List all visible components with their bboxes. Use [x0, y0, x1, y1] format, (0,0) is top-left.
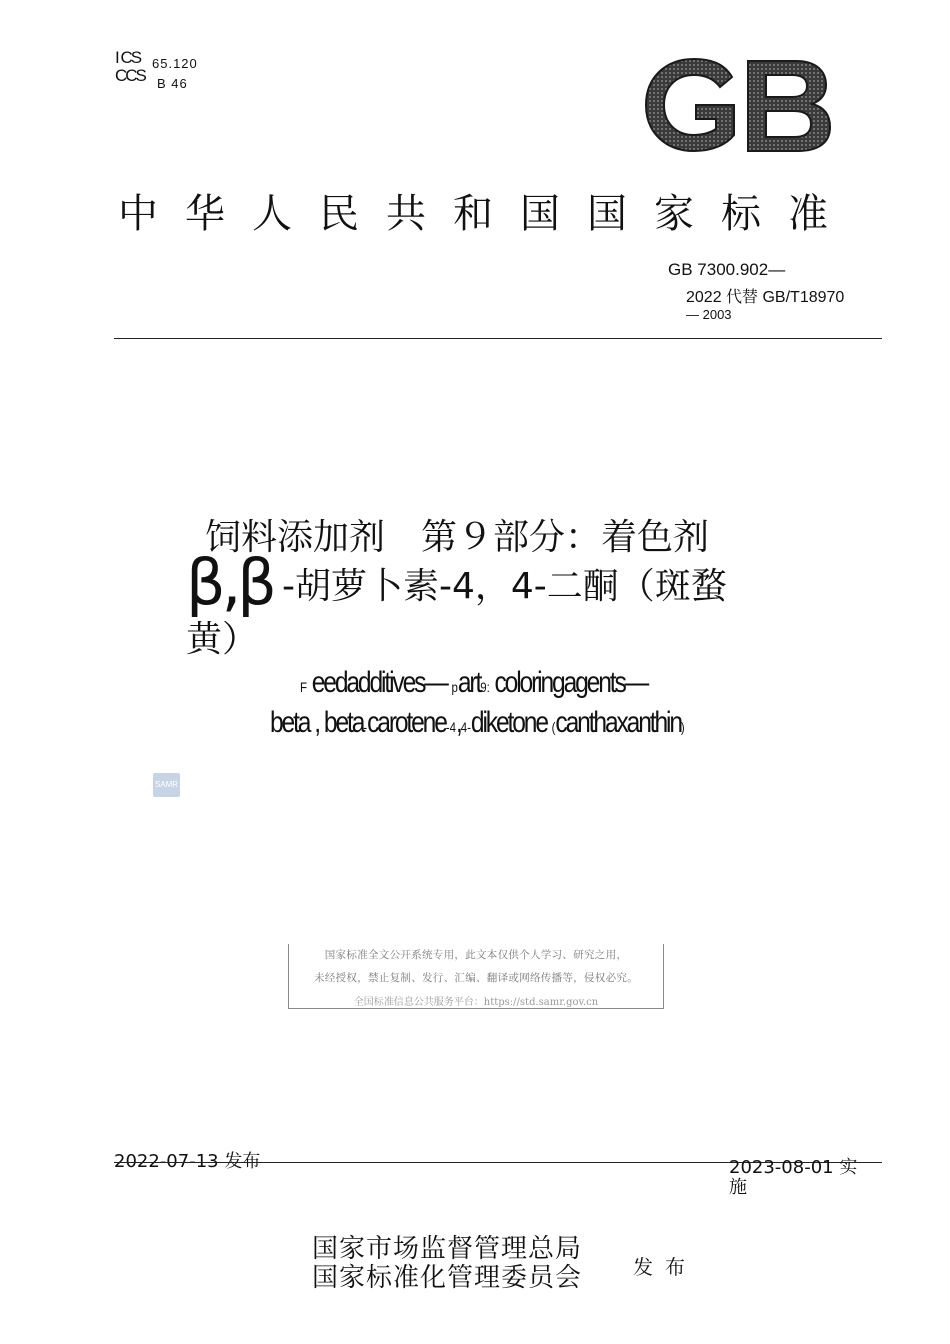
- ics-label: I CS: [115, 48, 141, 67]
- title-en-canthaxanthin: canthaxanthin: [555, 706, 681, 739]
- release-date: 2022-07-13 发布: [114, 1151, 261, 1172]
- title-en-p: p: [451, 679, 458, 695]
- issuer-samr: 国家市场监督管理总局: [312, 1234, 583, 1264]
- standard-number: GB 7300.902—: [668, 260, 786, 279]
- title-en-comma1: ,: [314, 706, 319, 739]
- title-en-art: art: [457, 666, 481, 699]
- title-en-line1: [300, 666, 647, 700]
- title-en-paren-close: ): [680, 719, 685, 735]
- title-en-diketone: diketone: [470, 706, 547, 739]
- notice-line2: 未经授权，禁止复制、发行、汇编、翻译或网络传播等，侵权必究。: [314, 972, 638, 984]
- replaced-standard-year: — 2003: [686, 307, 732, 322]
- title-cn-beta: β,β: [186, 546, 273, 619]
- implement-date-cont: 施: [729, 1177, 747, 1198]
- gb-logo: [640, 55, 835, 155]
- implement-date: 2023-08-01 实: [729, 1157, 858, 1178]
- title-en-comma2: ,: [455, 706, 461, 739]
- title-en-dash1: -: [363, 719, 368, 735]
- title-cn-line3: 黄）: [186, 619, 259, 660]
- standard-year-replaces-text: 2022 代替 GB/T18970: [686, 289, 845, 306]
- ics-value: 65.120: [152, 56, 198, 71]
- title-en-feed: eedadditives—: [311, 666, 447, 699]
- title-en-carotene: carotene: [367, 706, 446, 739]
- title-en-beta2: beta: [323, 706, 364, 739]
- title-en-4a: -4: [445, 719, 456, 735]
- main-title: 中华人民共和国国家标准: [118, 191, 855, 237]
- title-cn-line1: 饲料添加剂 第９部分：着色剂: [205, 517, 710, 558]
- title-en-beta1: beta: [270, 706, 310, 739]
- title-en-f: F: [300, 679, 308, 695]
- ccs-value: B 46: [157, 76, 188, 91]
- notice-line1: 国家标准全文公开系统专用，此文本仅供个人学习、研究之用，: [324, 949, 628, 961]
- usage-notice: [288, 944, 664, 1009]
- title-cn-line2: -胡萝卜素-4，4-二酮（斑蝥: [282, 566, 727, 607]
- header-divider: [114, 338, 882, 339]
- title-en-coloring: coloringagents—: [494, 666, 648, 699]
- notice-line3: 全国标准信息公共服务平台：https://std.samr.gov.cn: [353, 997, 599, 1008]
- title-en-line2: [270, 706, 685, 740]
- ccs-label: CCS: [115, 66, 145, 85]
- title-en-paren-open: (: [551, 719, 556, 735]
- standard-year-replaces: [686, 284, 844, 307]
- title-en-part-no: 9:: [480, 679, 490, 695]
- samr-stamp: SAMR: [153, 773, 180, 797]
- issuer-sac: 国家标准化管理委员会: [312, 1263, 583, 1293]
- issue-action: 发布: [633, 1255, 697, 1279]
- title-en-4b: 4-: [460, 719, 471, 735]
